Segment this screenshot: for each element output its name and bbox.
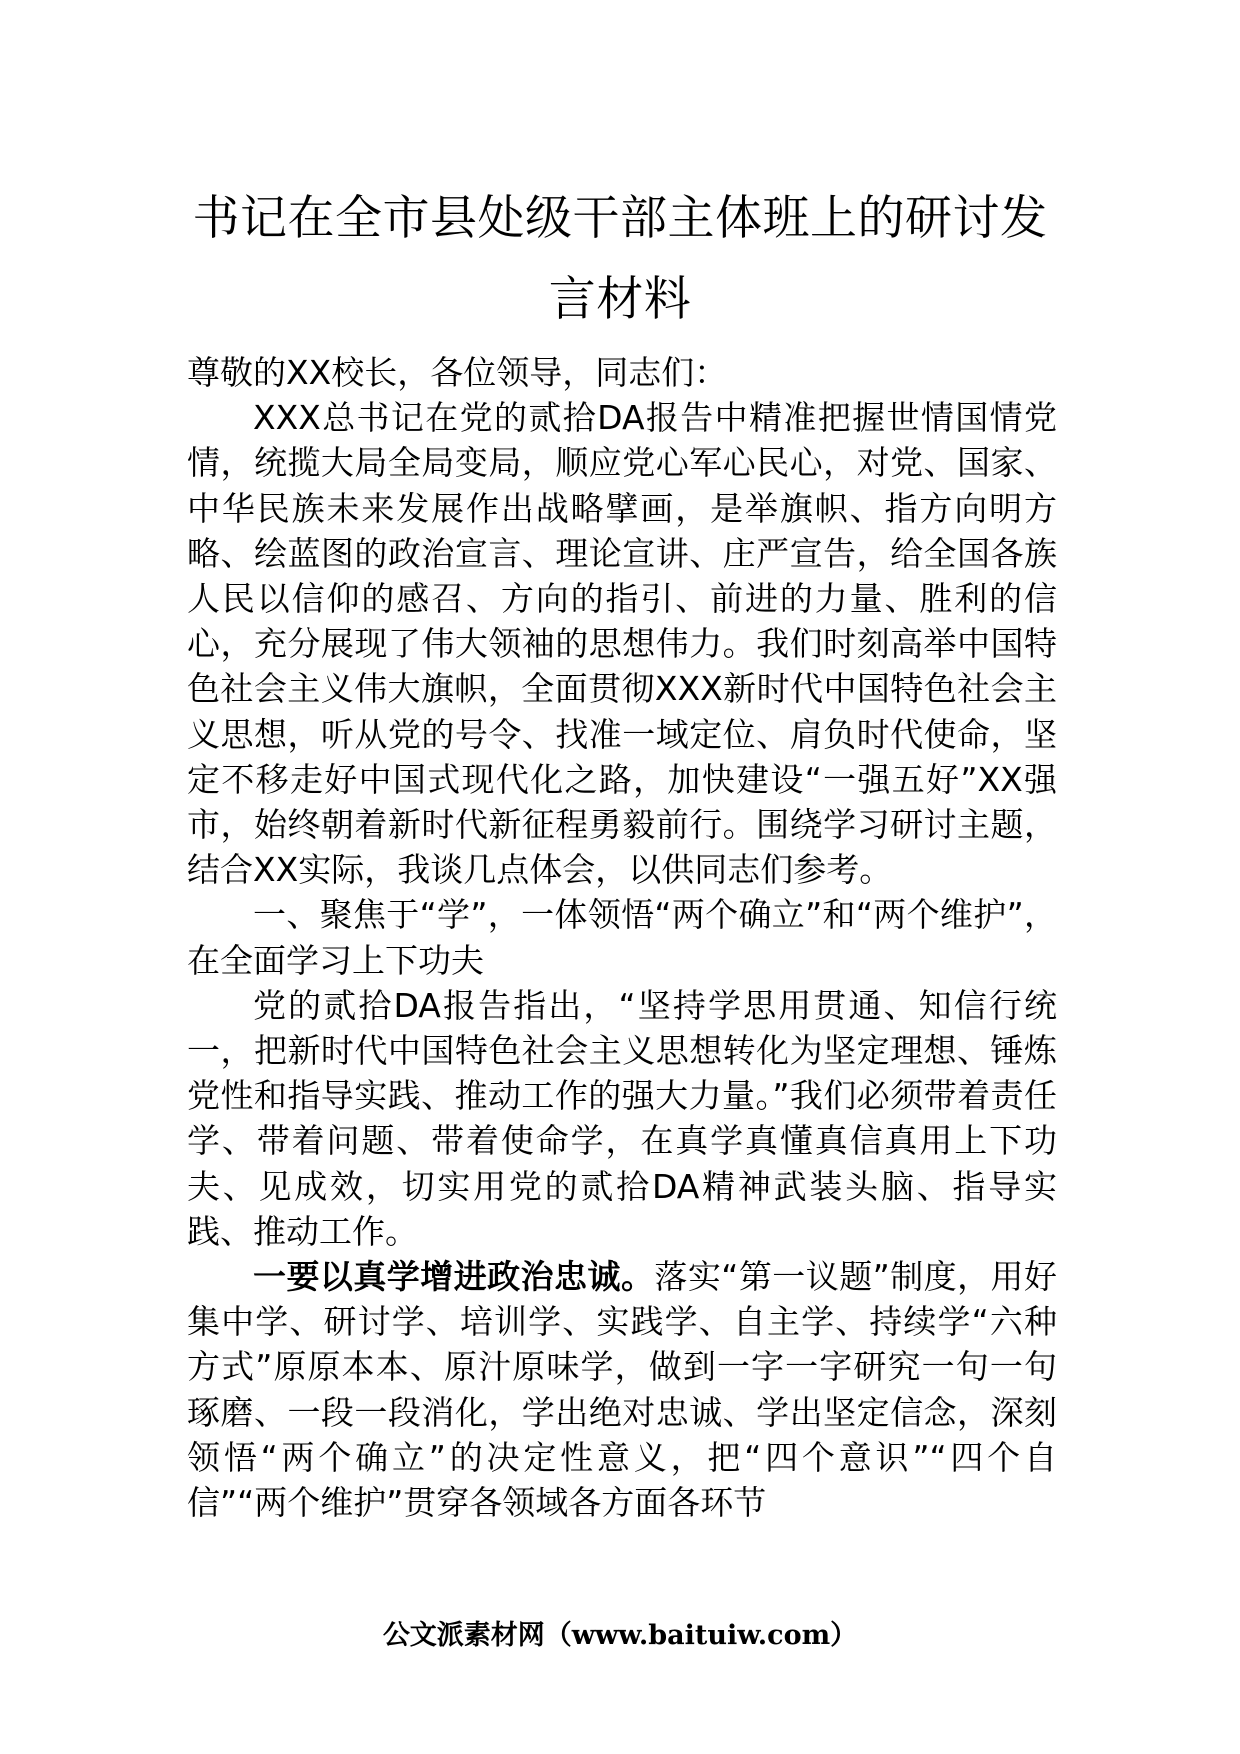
- paragraph-intro: XXX总书记在党的贰拾DA报告中精准把握世情国情党情，统揽大局全局变局，顺应党心军心民心，对党、国家、中华民族未来发展作出战略擘画，是举旗帜、指方向明方略、绘蓝图的政治宣言、理论宣讲、庄严宣告，给全国各族人民以信仰的感召、方向的指引、前进的力量、胜利的信心，充分展现了伟大领袖的思想伟力。我们时刻高举中国特色社会主义伟大旗帜，全面贯彻XXX新时代中国特色社会主义思想，听从党的号令、找准一域定位、肩负时代使命，坚定不移走好中国式现代化之路，加快建设“一强五好”XX强市，始终朝着新时代新征程勇毅前行。围绕学习研讨主题，结合XX实际，我谈几点体会，以供同志们参考。: [187, 398, 1057, 890]
- paragraph-loyalty: [187, 1254, 1057, 1525]
- document-title-line2: 言材料: [548, 272, 692, 327]
- document-title-line1: 书记在全市县处级干部主体班上的研讨发: [192, 191, 1048, 246]
- salutation: 尊敬的XX校长，各位领导，同志们：: [187, 353, 728, 392]
- document-title: [150, 178, 1090, 340]
- paragraph-study: 党的贰拾DA报告指出，“坚持学思用贯通、知信行统一，把新时代中国特色社会主义思想转化为坚定理想、锤炼党性和指导实践、推动工作的强大力量。”我们必须带着责任学、带着问题、带着使命学，在真学真懂真信真用上下功夫、见成效，切实用党的贰拾DA精神武装头脑、指导实践、推动工作。: [187, 985, 1057, 1251]
- paragraph-loyalty-text: 落实“第一议题”制度，用好集中学、研讨学、培训学、实践学、自主学、持续学“六种方式”原原本本、原汁原味学，做到一字一字研究一句一句琢磨、一段一段消化，学出绝对忠诚、学出坚定信念，深刻领悟“两个确立”的决定性意义，把“四个意识”“四个自信”“两个维护”贯穿各领域各方面各环节: [187, 1257, 1057, 1523]
- document-body: [187, 350, 1057, 1525]
- paragraph-loyalty-lead: 一要以真学增进政治忠诚。: [253, 1257, 655, 1297]
- section-heading-1: 一、聚焦于“学”，一体领悟“两个确立”和“两个维护”，在全面学习上下功夫: [187, 895, 1057, 980]
- watermark-footer: 公文派素材网（www.baituiw.com）: [382, 1620, 858, 1651]
